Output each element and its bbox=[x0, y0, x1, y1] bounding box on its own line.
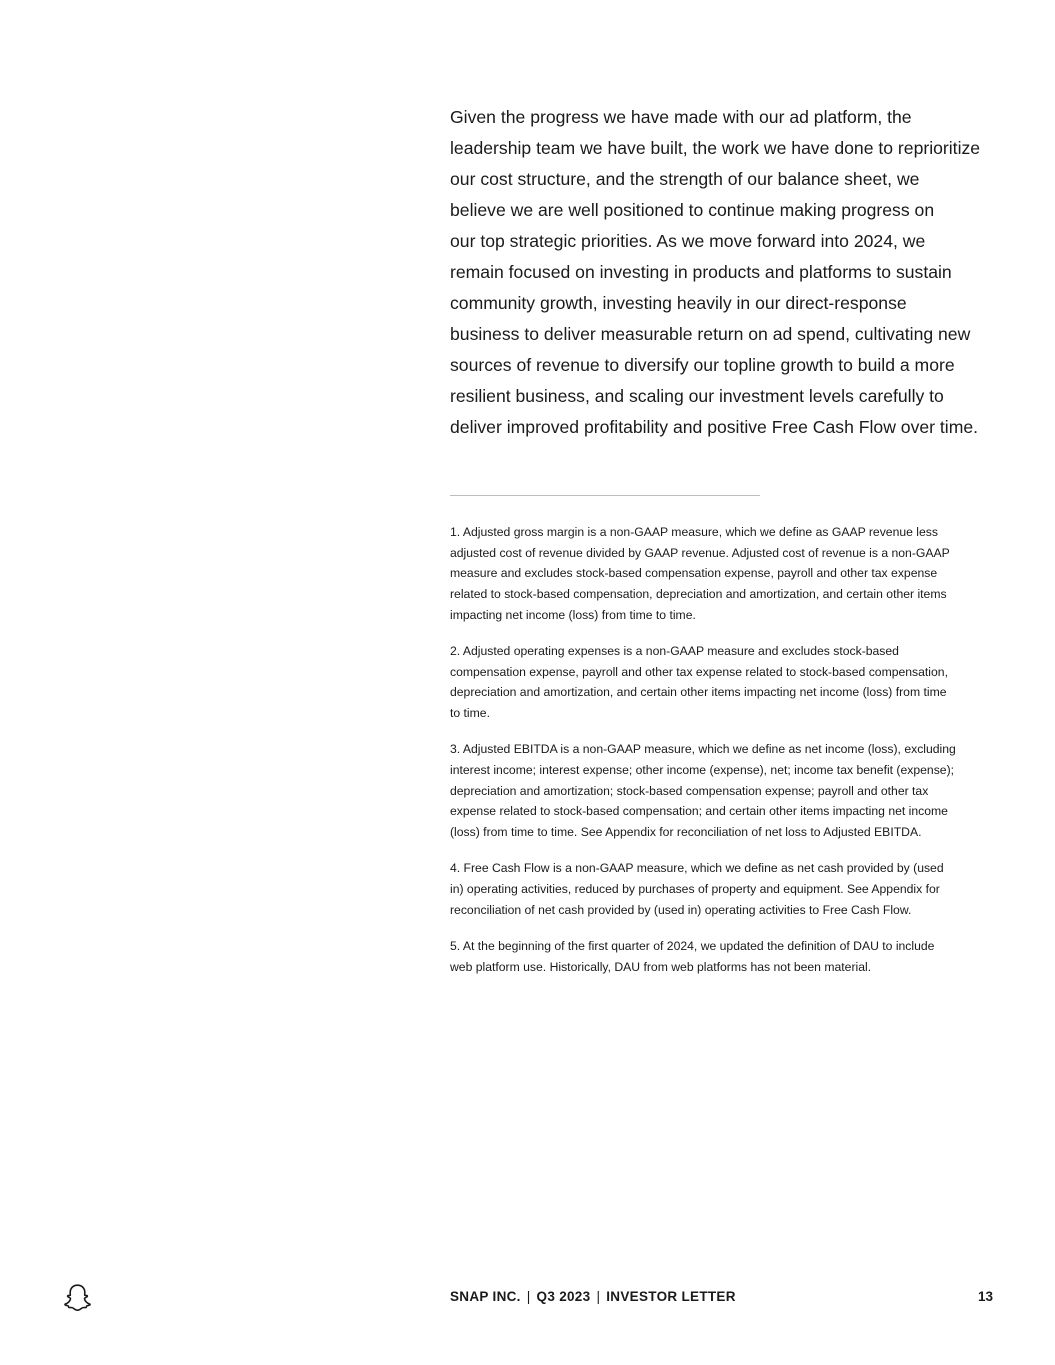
footnote-line: (loss) from time to time. See Appendix for reconciliation of net loss to Adjusted EBITDA. bbox=[450, 825, 922, 840]
footer-company: SNAP INC. bbox=[450, 1289, 521, 1304]
footnote-5 bbox=[450, 936, 1010, 977]
paragraph-line: resilient business, and scaling our investment levels carefully to bbox=[450, 386, 944, 406]
paragraph-line: community growth, investing heavily in our direct-response bbox=[450, 293, 907, 313]
footnote-line: adjusted cost of revenue divided by GAAP revenue. Adjusted cost of revenue is a non-GAAP bbox=[450, 545, 950, 560]
paragraph-line: Given the progress we have made with our ad platform, the bbox=[450, 107, 912, 127]
paragraph-line: believe we are well positioned to continue making progress on bbox=[450, 200, 935, 220]
footnote-line: depreciation and amortization, and certain other items impacting net income (loss) from time bbox=[450, 685, 947, 700]
footnote-line: 1. Adjusted gross margin is a non-GAAP measure, which we define as GAAP revenue less bbox=[450, 525, 938, 539]
footnote-1 bbox=[450, 522, 1010, 626]
footnote-2 bbox=[450, 641, 1010, 724]
footer-separator: | bbox=[526, 1289, 531, 1304]
paragraph-line: sources of revenue to diversify our topline growth to build a more bbox=[450, 355, 955, 375]
footnote-line: 4. Free Cash Flow is a non-GAAP measure, which we define as net cash provided by (used bbox=[450, 861, 944, 876]
footnote-line: expense related to stock-based compensation; and certain other items impacting net income bbox=[450, 804, 948, 819]
paragraph-line: our cost structure, and the strength of our balance sheet, we bbox=[450, 169, 920, 189]
footnote-3 bbox=[450, 739, 1010, 843]
footnote-line: compensation expense, payroll and other tax expense related to stock-based compensation, bbox=[450, 664, 948, 679]
paragraph-line: remain focused on investing in products and platforms to sustain bbox=[450, 262, 952, 282]
footer-period: Q3 2023 bbox=[536, 1289, 591, 1304]
footnote-line: interest income; interest expense; other income (expense), net; income tax benefit (expense); bbox=[450, 763, 955, 778]
footnote-line: to time. bbox=[450, 706, 490, 721]
footnote-line: in) operating activities, reduced by purchases of property and equipment. See Appendix for bbox=[450, 882, 940, 897]
paragraph-line: leadership team we have built, the work we have done to reprioritize bbox=[450, 138, 981, 158]
footnote-line: web platform use. Historically, DAU from web platforms has not been material. bbox=[450, 959, 872, 974]
footer-title bbox=[450, 1289, 736, 1304]
main-paragraph bbox=[450, 102, 1010, 443]
footer-separator: | bbox=[596, 1289, 601, 1304]
footnote-line: 2. Adjusted operating expenses is a non-GAAP measure and excludes stock-based bbox=[450, 644, 899, 659]
footnote-4 bbox=[450, 858, 1010, 920]
footnote-line: reconciliation of net cash provided by (used in) operating activities to Free Cash Flow. bbox=[450, 902, 912, 917]
footer-document: INVESTOR LETTER bbox=[606, 1289, 736, 1304]
footnote-line: impacting net income (loss) from time to time. bbox=[450, 607, 696, 622]
footnote-line: depreciation and amortization; stock-based compensation expense; payroll and other tax bbox=[450, 783, 929, 798]
page-number: 13 bbox=[977, 1289, 993, 1304]
paragraph-line: business to deliver measurable return on ad spend, cultivating new bbox=[450, 324, 971, 344]
paragraph-line: our top strategic priorities. As we move forward into 2024, we bbox=[450, 231, 926, 251]
footnote-line: 3. Adjusted EBITDA is a non-GAAP measure, which we define as net income (loss), excluding bbox=[450, 742, 956, 757]
snapchat-ghost-icon bbox=[61, 1282, 94, 1315]
footnote-line: related to stock-based compensation, depreciation and amortization, and certain other items bbox=[450, 587, 947, 602]
paragraph-line: deliver improved profitability and positive Free Cash Flow over time. bbox=[450, 417, 979, 437]
footnotes bbox=[450, 522, 1010, 993]
footnote-divider bbox=[450, 495, 760, 496]
footnote-line: 5. At the beginning of the first quarter of 2024, we updated the definition of DAU to include bbox=[450, 938, 935, 953]
footnote-line: measure and excludes stock-based compensation expense, payroll and other tax expense bbox=[450, 566, 938, 581]
